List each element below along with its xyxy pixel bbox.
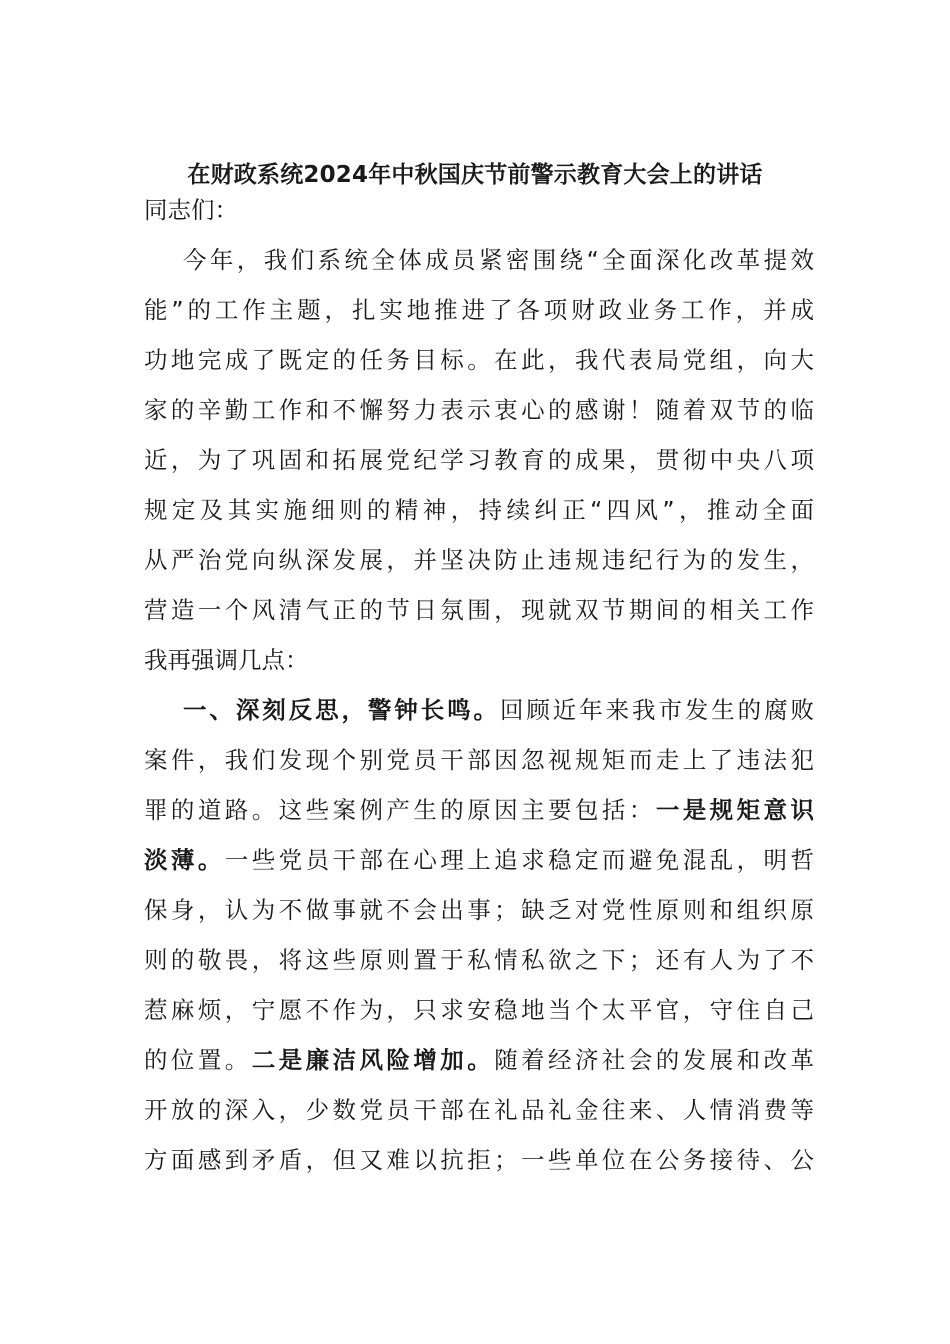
paragraph-line: 规定及其实施细则的精神，持续纠正“四风”，推动全面 [144, 496, 814, 524]
point-heading: 一是规矩意识 [655, 796, 814, 824]
paragraph-line: 营造一个风清气正的节日氛围，现就双节期间的相关工作 [144, 596, 814, 624]
paragraph-line: 保身，认为不做事就不会出事；缺乏对党性原则和组织原 [144, 896, 814, 924]
paragraph-line: 功地完成了既定的任务目标。在此，我代表局党组，向大 [144, 346, 814, 374]
paragraph-line: 我再强调几点： [144, 646, 309, 674]
paragraph-line: 近，为了巩固和拓展党纪学习教育的成果，贯彻中央八项 [144, 446, 814, 474]
section-text: 罪的道路。这些案例产生的原因主要包括： [144, 796, 656, 824]
point-heading: 淡薄。 [144, 846, 225, 874]
document-body [144, 185, 814, 1185]
paragraph-line [144, 785, 814, 835]
paragraph-line [144, 1035, 814, 1085]
page-title: 在财政系统2024年中秋国庆节前警示教育大会上的讲话 [187, 162, 763, 188]
point-heading: 二是廉洁风险增加。 [251, 1046, 495, 1074]
paragraph-line: 案件，我们发现个别党员干部因忽视规矩而走上了违法犯 [144, 746, 814, 774]
salutation: 同志们： [144, 196, 238, 224]
paragraph-line: 从严治党向纵深发展，并坚决防止违规违纪行为的发生， [144, 546, 814, 574]
paragraph-line: 则的敬畏，将这些原则置于私情私欲之下；还有人为了不 [144, 946, 814, 974]
paragraph-line [144, 835, 814, 885]
paragraph-line: 能”的工作主题，扎实地推进了各项财政业务工作，并成 [144, 296, 814, 324]
section-text: 回顾近年来我市发生的腐败 [499, 696, 815, 724]
paragraph-line: 家的辛勤工作和不懈努力表示衷心的感谢！随着双节的临 [144, 396, 814, 424]
section-heading-line [144, 685, 814, 735]
section-text: 的位置。 [144, 1046, 252, 1074]
section-text: 一些党员干部在心理上追求稳定而避免混乱，明哲 [224, 846, 814, 874]
section-text: 随着经济社会的发展和改革 [494, 1046, 814, 1074]
paragraph-line: 开放的深入，少数党员干部在礼品礼金往来、人情消费等 [144, 1096, 814, 1124]
paragraph-line: 今年，我们系统全体成员紧密围绕“全面深化改革提效 [183, 246, 814, 274]
paragraph-line: 方面感到矛盾，但又难以抗拒；一些单位在公务接待、公 [144, 1146, 814, 1174]
section-heading: 一、深刻反思，警钟长鸣。 [183, 696, 500, 724]
paragraph-line: 惹麻烦，宁愿不作为，只求安稳地当个太平官，守住自己 [144, 996, 814, 1024]
